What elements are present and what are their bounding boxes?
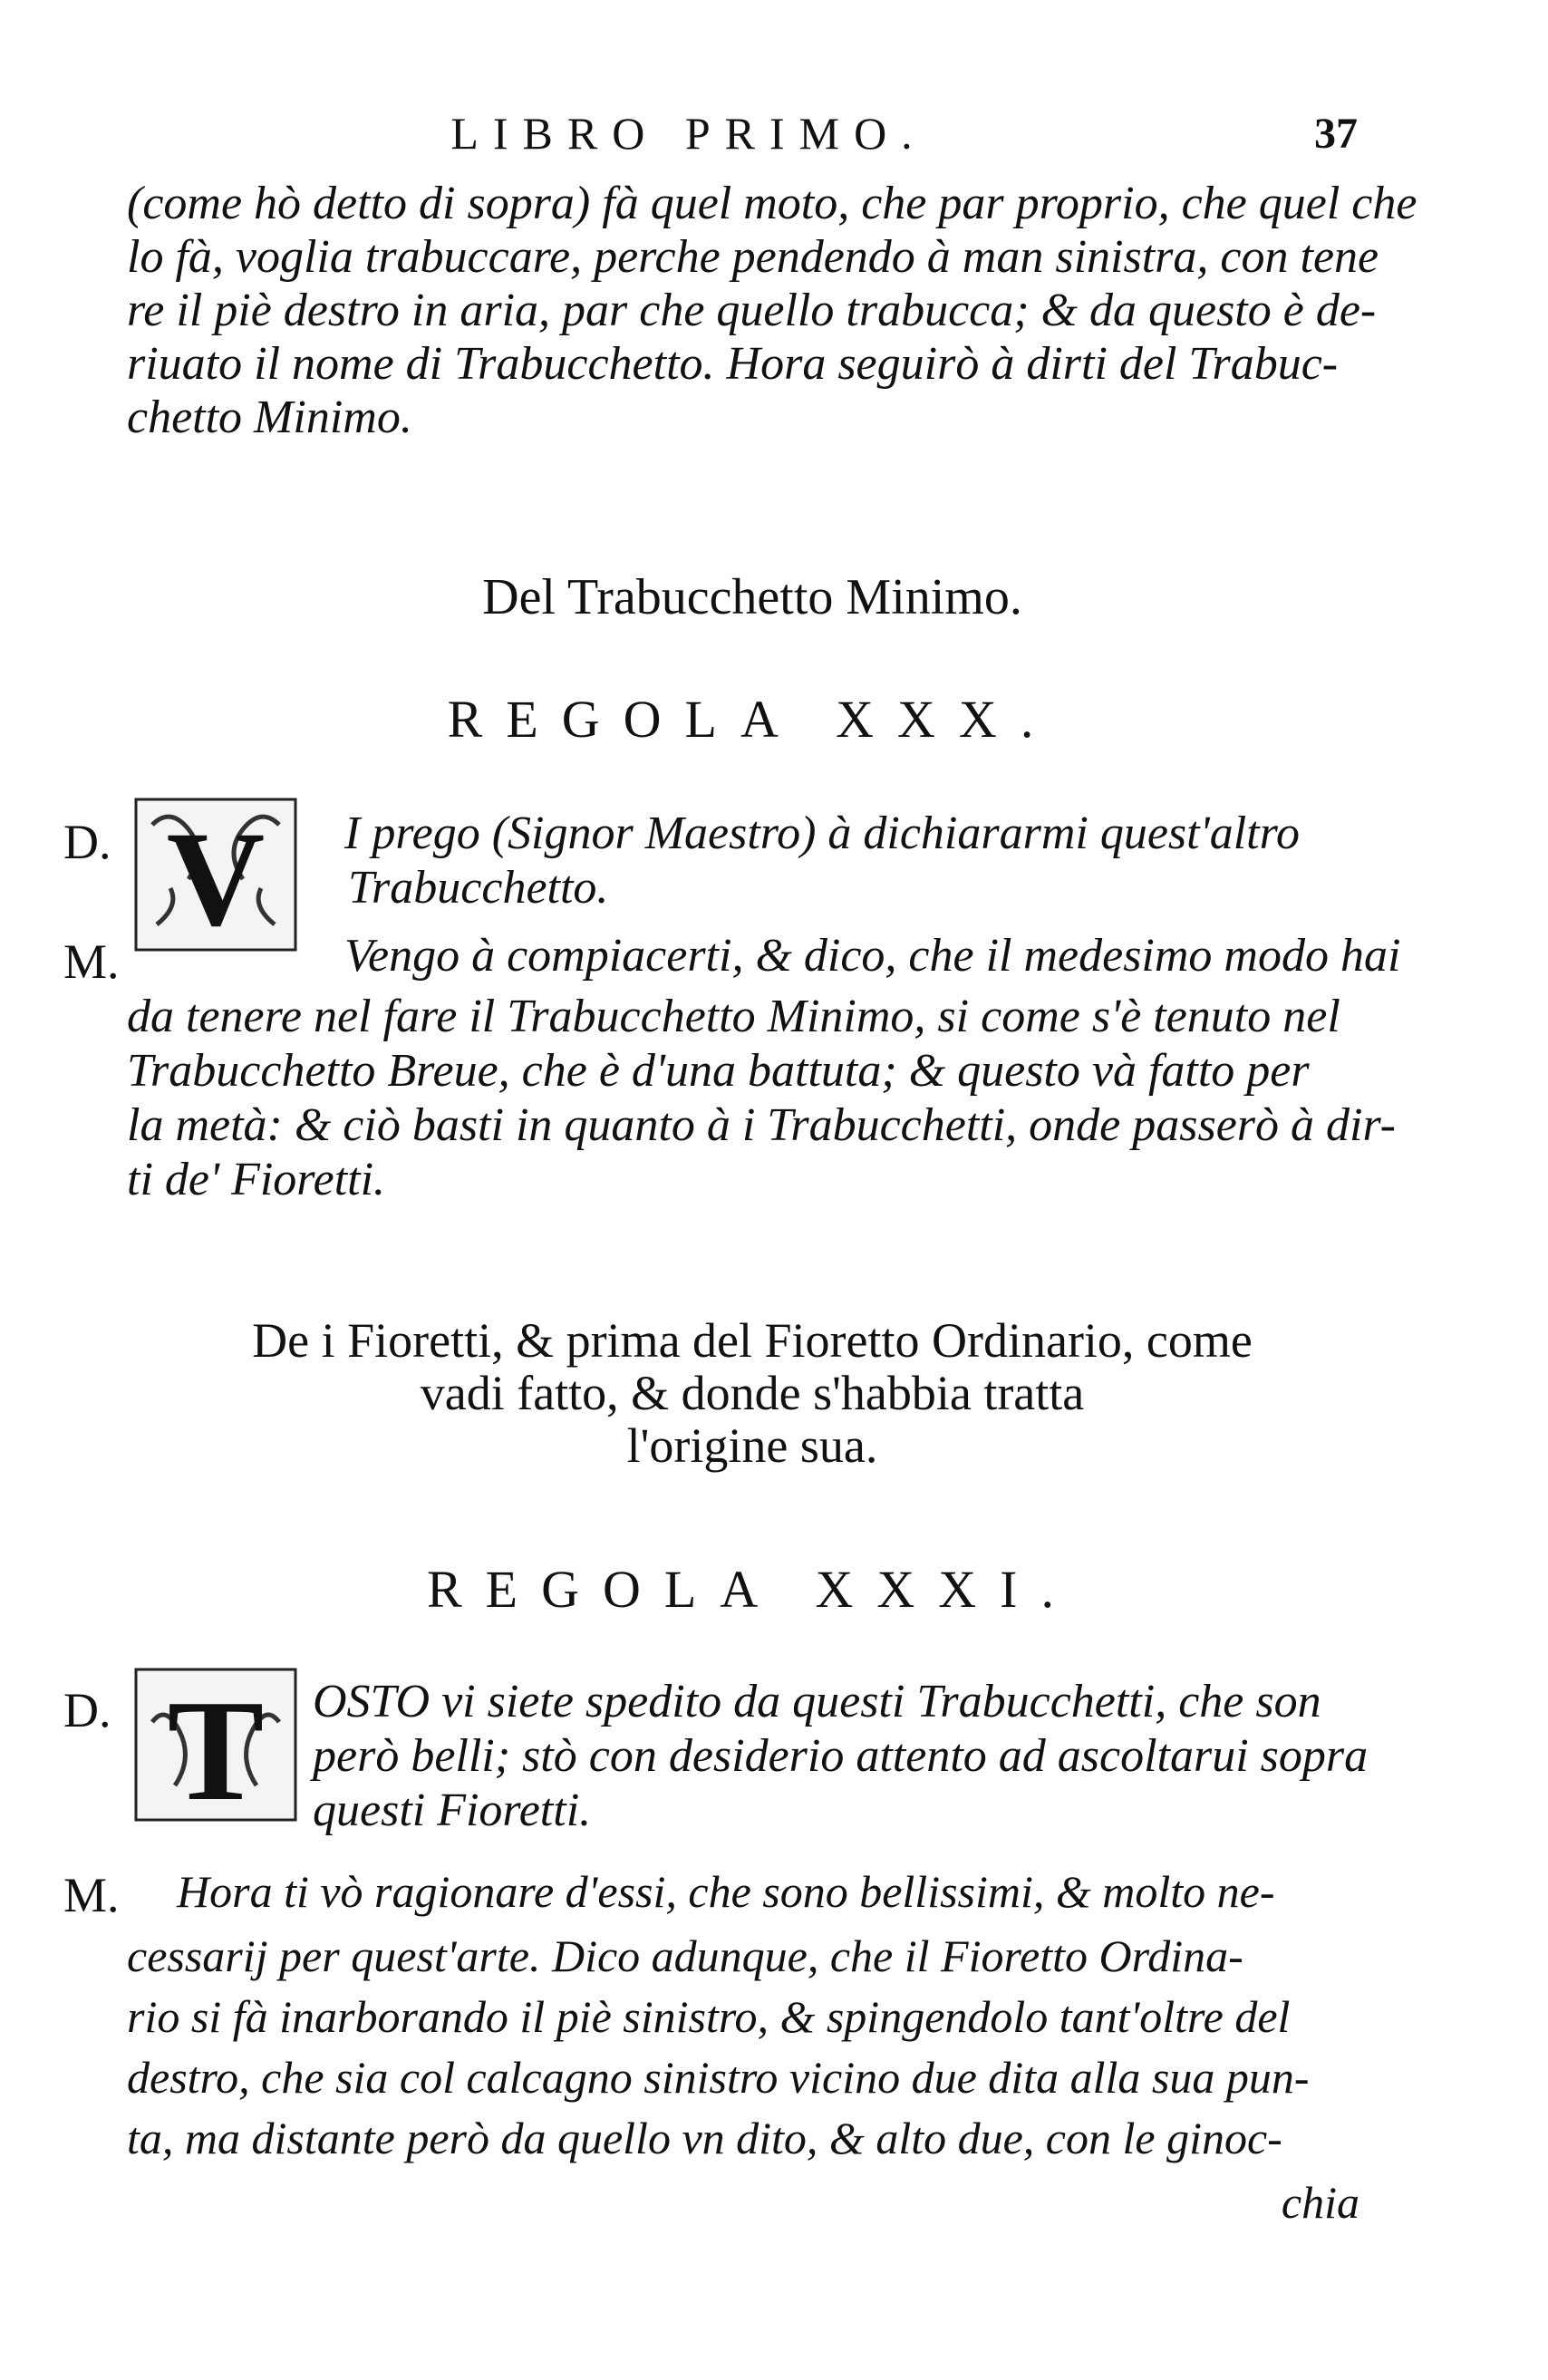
- intro-line: riuato il nome di Trabucchetto. Hora seguirò à dirti del Trabuc-: [127, 338, 1339, 390]
- intro-line: lo fà, voglia trabuccare, perche pendendo à man sinistra, con tene: [127, 231, 1379, 283]
- rule-heading: REGOLA XXXI.: [427, 1560, 1078, 1619]
- dialogue-m-first: [344, 929, 1401, 983]
- dialogue-d: [344, 807, 1369, 915]
- title-line: l'origine sua.: [626, 1418, 878, 1473]
- intro-line: chetto Minimo.: [127, 392, 412, 443]
- dialogue-line: ti de' Fioretti.: [127, 1154, 386, 1205]
- catchword: chia: [1281, 2177, 1359, 2228]
- dialogue-m: [127, 1926, 1369, 2169]
- dialogue-line: rio si fà inarborando il piè sinistro, & spingendolo tant'oltre del: [127, 1991, 1291, 2042]
- dialogue-line: destro, che sia col calcagno sinistro vicino due dita alla sua pun-: [127, 2052, 1310, 2103]
- dialogue-line: da tenere nel fare il Trabucchetto Minimo, si come s'è tenuto nel: [127, 991, 1340, 1042]
- running-head: LIBRO PRIMO.: [450, 108, 927, 159]
- dialogue-line: I prego (Signor Maestro) à dichiararmi quest'altro: [344, 808, 1300, 859]
- dialogue-line: cessarij per quest'arte. Dico adunque, che il Fioretto Ordina-: [127, 1930, 1243, 1981]
- intro-line: (come hò detto di sopra) fà quel moto, che par proprio, che quel che: [127, 178, 1417, 229]
- section-title: Del Trabucchetto Minimo.: [482, 569, 1022, 625]
- title-line: vadi fatto, & donde s'habbia tratta: [420, 1366, 1085, 1420]
- dialogue-line: Trabucchetto Breue, che è d'una battuta; & questo và fatto per: [127, 1045, 1310, 1097]
- dialogue-line: questi Fioretti.: [313, 1785, 592, 1836]
- dialogue-line: OSTO vi siete spedito da questi Trabucchetti, che son: [313, 1676, 1321, 1727]
- svg-text:V: V: [166, 804, 266, 952]
- decorated-initial-t: [134, 1668, 297, 1822]
- dialogue-line: ta, ma distante però da quello vn dito, & alto due, con le ginoc-: [127, 2113, 1282, 2163]
- dialogue-line: la metà: & ciò basti in quanto à i Trabucchetti, onde passerò à dir-: [127, 1099, 1396, 1151]
- dialogue-d: [313, 1675, 1369, 1838]
- title-line: De i Fioretti, & prima del Fioretto Ordinario, come: [252, 1313, 1253, 1368]
- decorated-initial-v: [134, 798, 297, 952]
- section-title: [127, 1314, 1378, 1472]
- dialogue-m: [127, 990, 1396, 1207]
- dialogue-line: Hora ti vò ragionare d'essi, che sono bellissimi, & molto ne-: [177, 1866, 1275, 1917]
- speaker-m: M.: [63, 934, 120, 989]
- dialogue-line: Vengo à compiacerti, & dico, che il medesimo modo hai: [344, 930, 1401, 982]
- speaker-d: D.: [63, 1683, 111, 1737]
- dialogue-line: però belli; stò con desiderio attento ad ascoltarui sopra: [313, 1730, 1369, 1782]
- intro-paragraph: [127, 177, 1417, 444]
- intro-line: re il piè destro in aria, par che quello trabucca; & da questo è de-: [127, 285, 1377, 336]
- page-number: 37: [1314, 110, 1358, 158]
- rule-heading: REGOLA XXX.: [447, 690, 1058, 749]
- speaker-d: D.: [63, 815, 111, 869]
- speaker-m: M.: [63, 1868, 120, 1922]
- svg-text:T: T: [167, 1669, 265, 1822]
- dialogue-line: Trabucchetto.: [348, 862, 609, 914]
- dialogue-m-first: [177, 1864, 1369, 1919]
